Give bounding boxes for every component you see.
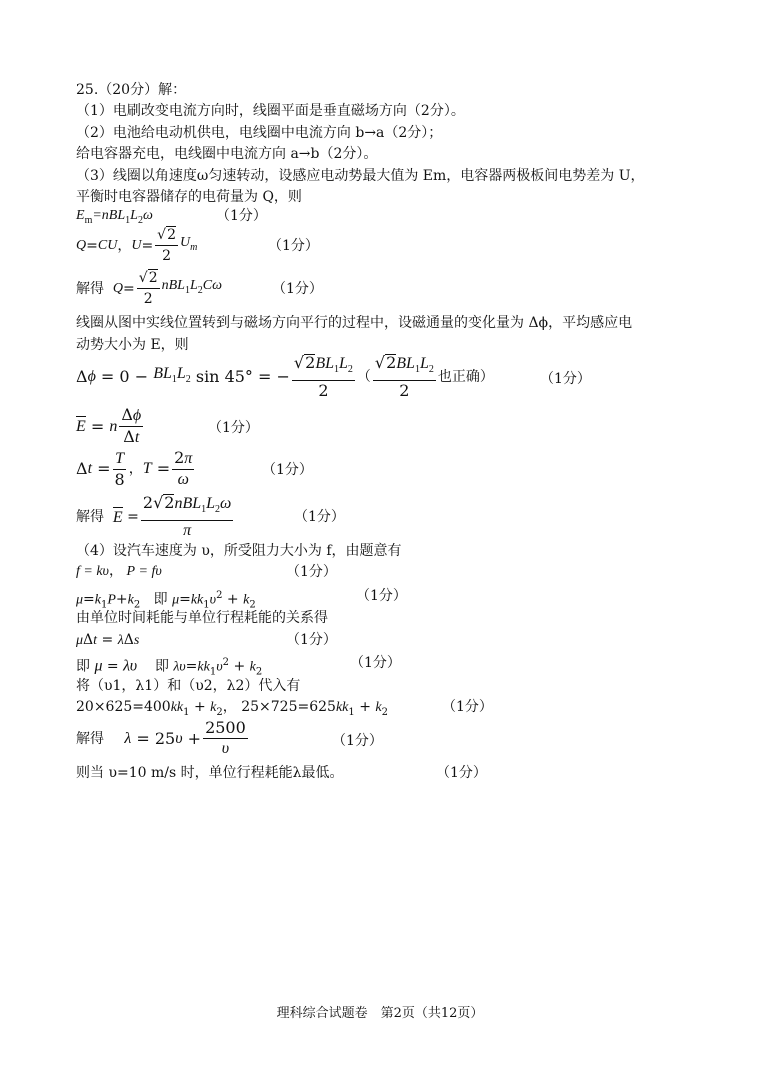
equation-substituted: $20\times 625=400kk_1 + k_2$， $25\times 725=625kk_1 + k_2$	[76, 699, 388, 718]
score-mark: （1分）	[294, 509, 345, 525]
equation-delta-t: Δ t = $\frac{T}{8}$ ， T = $\frac{2\pi}{\omega}$	[76, 448, 193, 489]
score-mark: （1分）	[216, 208, 267, 224]
score-mark: （1分）	[208, 420, 259, 436]
question-header: 25.（20分）解：	[76, 82, 187, 98]
equation-q-solved: 解得 Q = √ 2 2 $nBL_1L_2C\omega$	[76, 270, 222, 307]
score-mark: （1分）	[350, 655, 401, 671]
flux-intro-line2: 动势大小为 E，则	[76, 337, 189, 353]
equation-lambda-upsilon: 即 μ = λυ 即 $\lambda\upsilon=kk_1\upsilon^2 + k_2$	[76, 657, 263, 678]
part3-intro-line2: 平衡时电容器储存的电荷量为 Q，则	[76, 189, 302, 205]
part4-relation: 由单位时间耗能与单位行程耗能的关系得	[76, 610, 328, 626]
part4-intro: （4）设汽车速度为 υ，所受阻力大小为 f，由题意有	[76, 543, 402, 559]
part1-text: （1）电刷改变电流方向时，线圈平面是垂直磁场方向（2分）。	[76, 103, 465, 119]
part4-conclusion: 则当 υ=10 m/s 时，单位行程耗能λ最低。	[76, 765, 344, 781]
score-mark: （1分）	[356, 588, 407, 604]
equation-drag-power: f = kυ， P = fυ	[76, 564, 162, 579]
part2-line1: （2）电池给电动机供电，电线圈中电流方向 b→a（2分）；	[76, 125, 443, 141]
score-mark: （1分）	[540, 371, 591, 387]
part2-line2: 给电容器充电，电线圈中电流方向 a→b（2分）。	[76, 146, 378, 162]
score-mark: （1分）	[442, 699, 493, 715]
equation-energy-relation: μΔt = λΔs	[76, 632, 140, 648]
equation-average-emf: E = n $\frac{\Delta\phi}{\Delta t}$	[76, 405, 142, 446]
equation-q-cu: Q = CU ， U = √ 2 2 $U_m$	[76, 227, 198, 264]
score-mark: （1分）	[436, 765, 487, 781]
score-mark: （1分）	[286, 632, 337, 648]
score-mark: （1分）	[272, 281, 323, 297]
score-mark: （1分）	[268, 238, 319, 254]
page-footer: 理科综合试题卷 第2页（共12页）	[276, 1006, 484, 1021]
equation-lambda-solved: 解得 λ = 25 υ + $\frac{2500}{\upsilon}$	[76, 718, 246, 757]
score-mark: （1分）	[262, 462, 313, 478]
part4-substitute: 将（υ1，λ1）和（υ2，λ2）代入有	[76, 678, 301, 694]
equation-delta-phi: Δ ϕ = 0 − $BL_1L_2$ sin 45° = − √ 2 $BL_1L_2$ 2 （ √ 2 $BL_1L_2$ 2 也正确）	[76, 353, 494, 401]
score-mark: （1分）	[332, 733, 383, 749]
equation-emf-solved: 解得 E = 2 √ 2 $nBL_1L_2\omega$ π	[76, 493, 232, 540]
equation-em: $E_m=nBL_1L_2\omega$	[76, 208, 153, 226]
part3-intro-line1: （3）线圈以角速度ω匀速转动，设感应电动势最大值为 Em，电容器两极板间电势差为 U，	[76, 168, 645, 184]
score-mark: （1分）	[286, 564, 337, 580]
flux-intro-line1: 线圈从图中实线位置转到与磁场方向平行的过程中，设磁通量的变化量为 Δϕ，平均感应电	[76, 315, 633, 331]
equation-mu: $\mu=k_1P+k_2$ 即 $\mu=kk_1\upsilon^2 + k_2$	[76, 590, 256, 611]
